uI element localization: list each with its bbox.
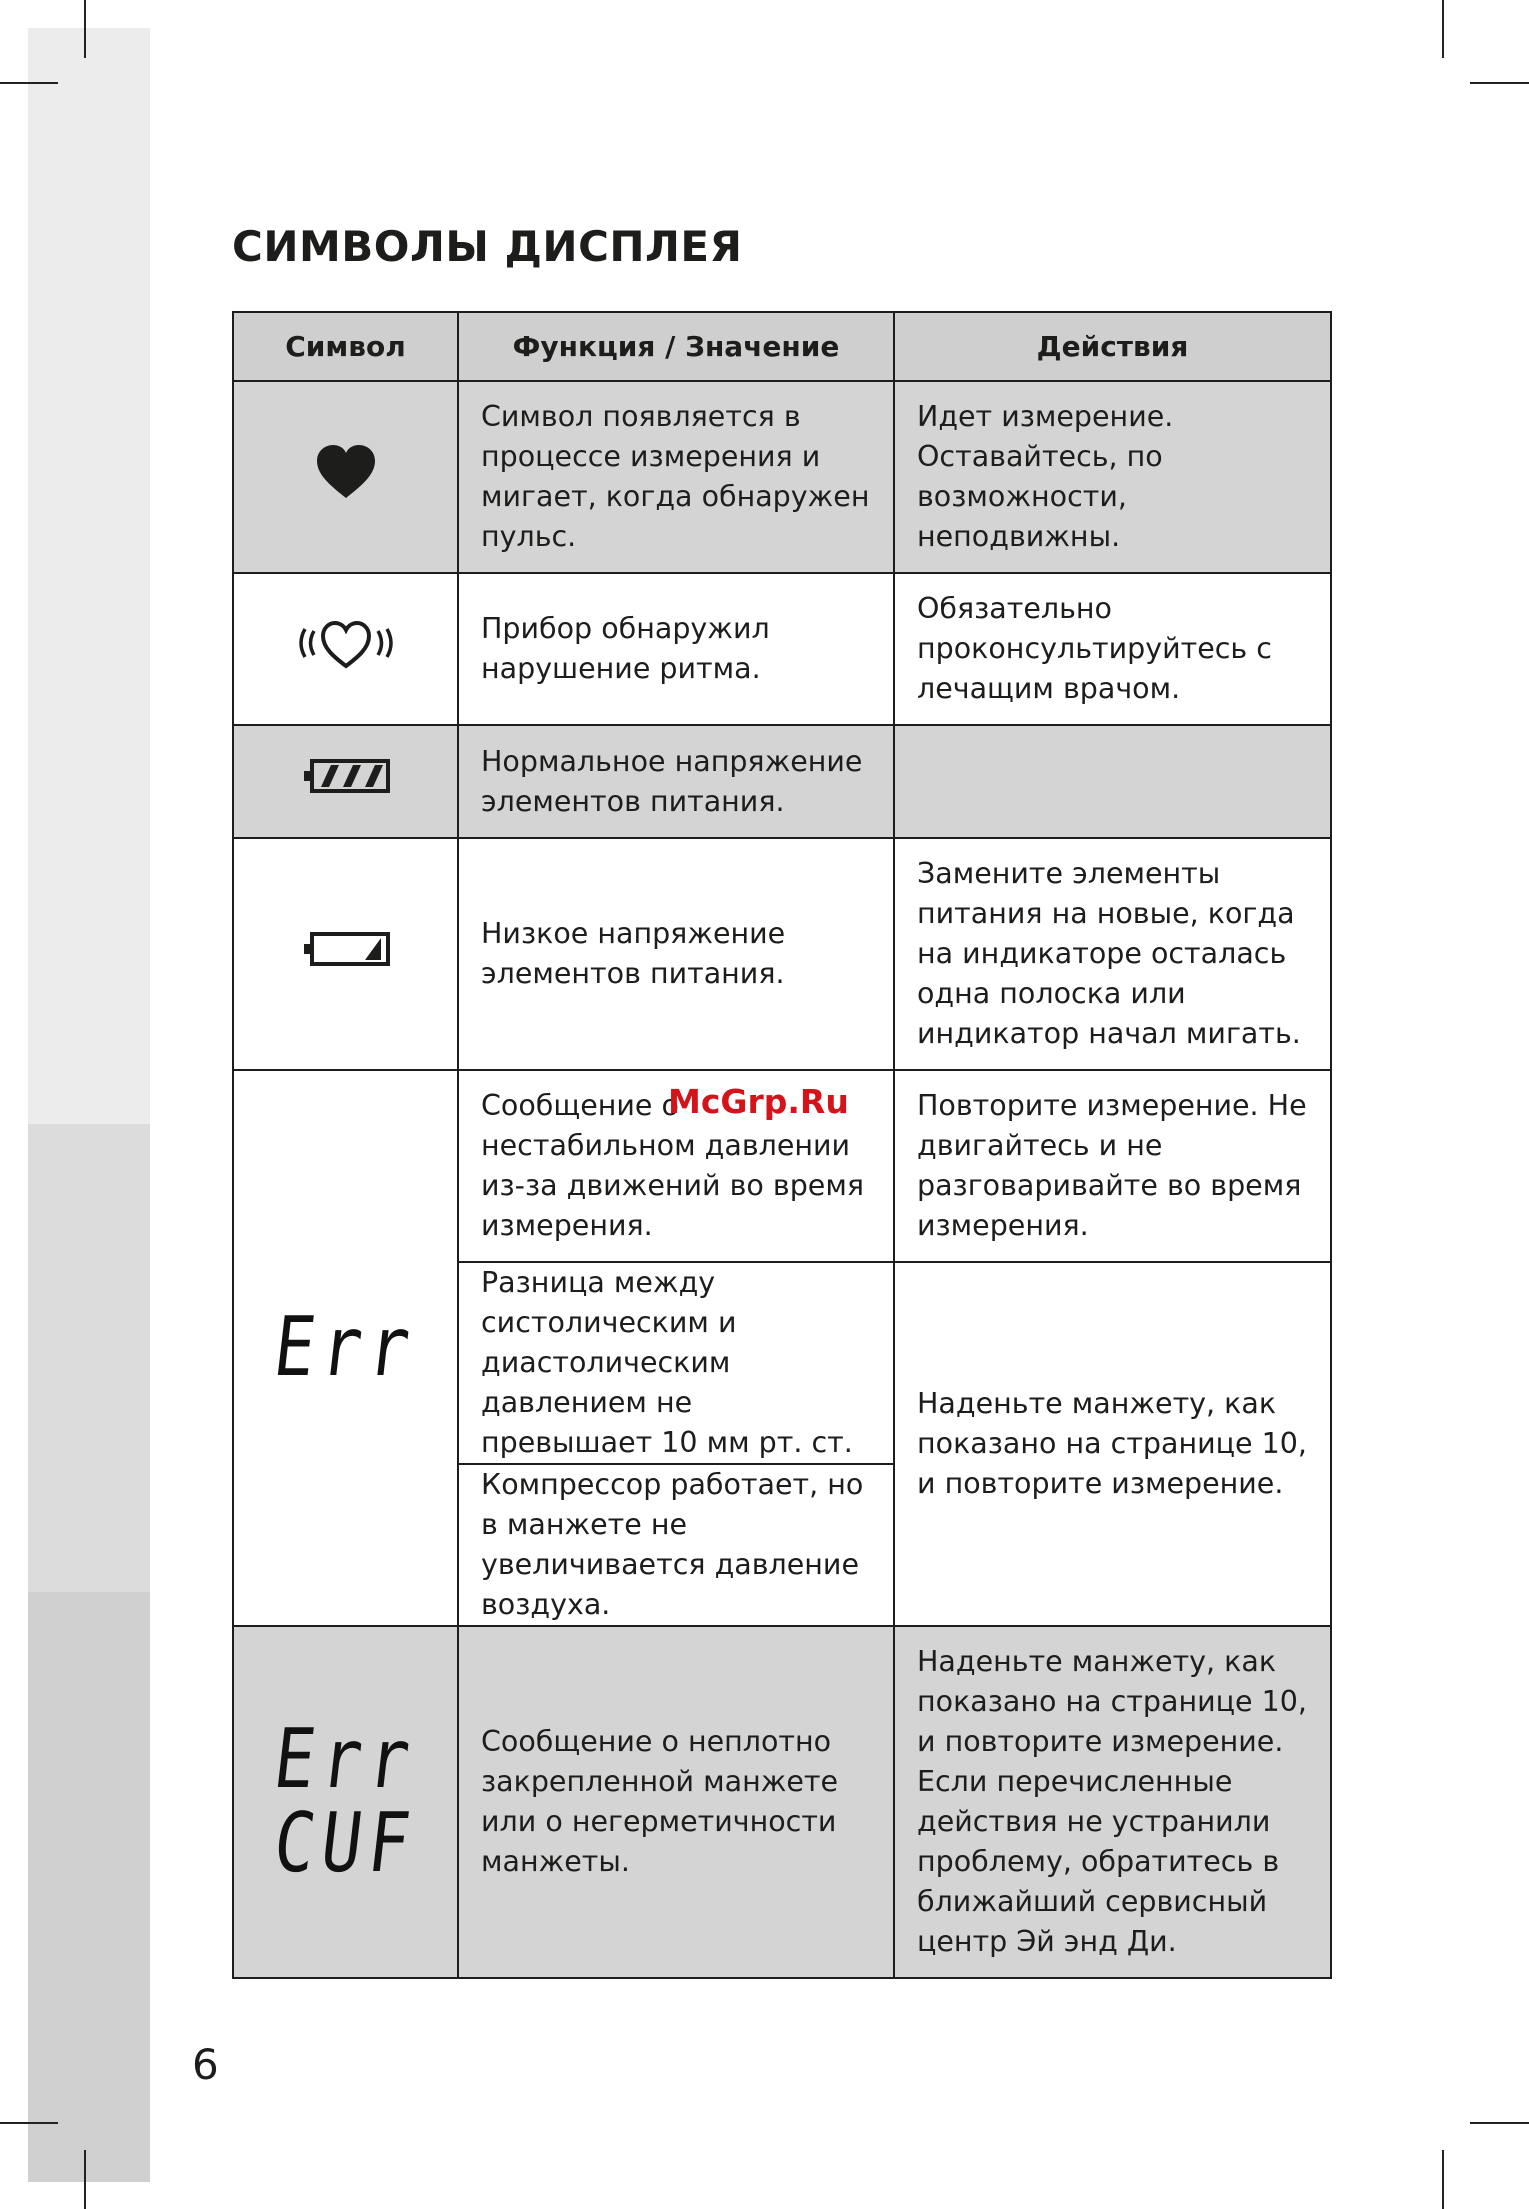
page-title: СИМВОЛЫ ДИСПЛЕЯ — [232, 222, 743, 271]
page-number: 6 — [192, 2040, 219, 2089]
function-cell: Разница между систолическим и диастолическим давлением не превышает 10 мм рт. ст. — [458, 1262, 894, 1464]
crop-mark — [84, 0, 86, 58]
battery-full-icon — [301, 758, 391, 794]
err-display-symbol: Err — [269, 1300, 422, 1395]
function-cell: Сообщение о неплотно закрепленной манжете или о негерметичности манжеты. — [458, 1626, 894, 1978]
watermark: McGrp.Ru — [668, 1082, 849, 1121]
crop-mark — [1442, 0, 1444, 58]
table-row-battery-full — [233, 725, 1331, 838]
err-display-symbol: Err — [269, 1712, 422, 1807]
symbol-cell — [233, 838, 458, 1070]
header-actions: Действия — [894, 312, 1331, 381]
symbol-cell — [233, 725, 458, 838]
symbol-cell — [233, 573, 458, 725]
crop-mark — [1470, 82, 1529, 84]
irregular-heartbeat-icon — [294, 617, 398, 671]
table-row-battery-low — [233, 838, 1331, 1070]
action-cell: Замените элементы питания на новые, когда на индикаторе осталась одна полоска или индикатор начал мигать. — [894, 838, 1331, 1070]
symbol-cell-err — [233, 1070, 458, 1626]
function-cell: Сообщение о нестабильном давлении из-за движений во время измерения. — [458, 1070, 894, 1262]
crop-mark — [0, 82, 58, 84]
crop-mark — [1442, 2150, 1444, 2209]
cuf-display-symbol: CUF — [269, 1796, 422, 1891]
header-function: Функция / Значение — [458, 312, 894, 381]
side-strip-dark — [28, 1592, 150, 2182]
display-symbols-table — [232, 311, 1332, 1979]
header-symbol: Символ — [233, 312, 458, 381]
function-cell: Низкое напряжение элементов питания. — [458, 838, 894, 1070]
side-strip-light — [28, 28, 150, 1124]
function-cell: Нормальное напряжение элементов питания. — [458, 725, 894, 838]
heart-icon — [315, 444, 377, 500]
table-row-heart — [233, 381, 1331, 573]
action-cell: Наденьте манжету, как показано на странице 10, и повторите измерение. — [894, 1262, 1331, 1626]
crop-mark — [1470, 2122, 1529, 2124]
function-cell: Компрессор работает, но в манжете не увеличивается давление воздуха. — [458, 1464, 894, 1626]
action-cell: Идет измерение. Оставайтесь, по возможности, неподвижны. — [894, 381, 1331, 573]
battery-low-icon — [301, 931, 391, 967]
crop-mark — [84, 2150, 86, 2209]
table-row-irregular — [233, 573, 1331, 725]
side-strip-medium — [28, 1124, 150, 1592]
action-cell: Повторите измерение. Не двигайтесь и не разговаривайте во время измерения. — [894, 1070, 1331, 1262]
function-cell: Прибор обнаружил нарушение ритма. — [458, 573, 894, 725]
table-header-row — [233, 312, 1331, 381]
symbol-cell-cuf — [233, 1626, 458, 1978]
table-row-err-cuf — [233, 1626, 1331, 1978]
action-cell: Наденьте манжету, как показано на странице 10, и повторите измерение. Если перечисленные действия не устранили проблему, обратитесь в ближайший сервисный центр Эй энд Ди. — [894, 1626, 1331, 1978]
action-cell: Обязательно проконсультируйтесь с лечащим врачом. — [894, 573, 1331, 725]
crop-mark — [0, 2122, 58, 2124]
symbol-cell — [233, 381, 458, 573]
action-cell — [894, 725, 1331, 838]
function-cell: Символ появляется в процессе измерения и мигает, когда обнаружен пульс. — [458, 381, 894, 573]
